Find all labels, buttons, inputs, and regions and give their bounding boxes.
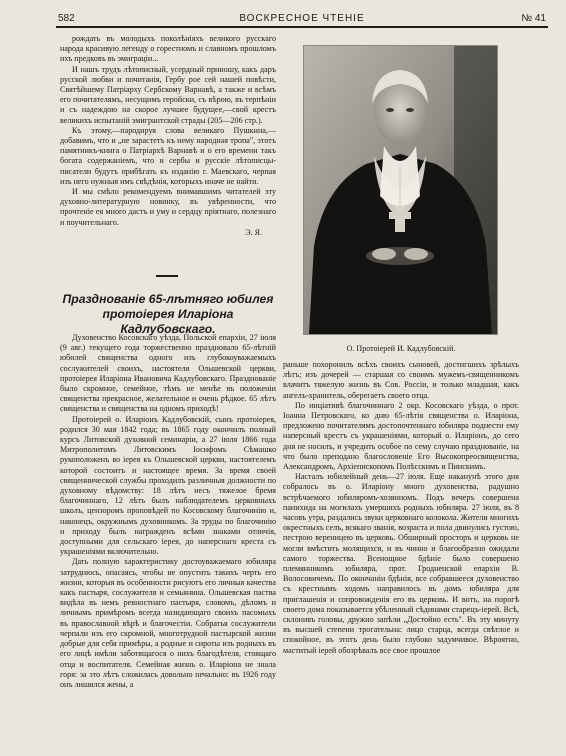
article-left-column	[60, 333, 276, 690]
section-divider	[156, 275, 178, 277]
paragraph: раньше похоронилъ всѣхъ своихъ сыновей, достигшихъ зрѣлыхъ лѣтъ; изъ дочерей — старшая со своимъ мужемъ-священникомъ влачитъ тяжелую жизнь въ Сов. Россіи, и только младшая, какъ ангелъ-хранитель, оберегаетъ своего отца.	[283, 360, 519, 400]
signature: Э. Я.	[245, 227, 262, 237]
page-number: 582	[58, 13, 75, 24]
paragraph: И нашъ трудъ лѣтописный, усердный приношу, какъ даръ русской любви и почитанія, Гербу рое сей нашей повѣсти, Святѣйшему Патріарху Сербскому Варнавѣ, а также и всѣмъ его почитателямъ, несущимъ геройски, съ вѣрою, въ терпѣніи и съ надеждою на скорое лучшее будущее,—свой крестъ великихъ испытаній эмигрантской страды (205—206 стр.).	[60, 64, 276, 125]
journal-title: ВОСКРЕСНОЕ ЧТЕНІЕ	[239, 13, 365, 24]
header-rule	[56, 26, 548, 28]
paragraph: Къ этому,—пародируя слова великаго Пушкина,—добавимъ, что и „не зарастетъ къ нему народная тропа", этотъ памятникъ-книга о Патріархѣ Варнавѣ и о его времени такъ богата содержаніемъ, что и сербы и русскіе лѣтописцы-писатели будутъ прибѣгать къ изданію г. Маевскаго, черпая изъ него нужныя имъ свѣдѣнія, которыхъ иначе не найти.	[60, 125, 276, 186]
paragraph: Духовенство Косовскаго уѣзда, Польской епархіи, 27 іюля (9 авг.) текущего года торжественно праздновало 65-лѣтній юбилей священства одного изъ глубокоуважаемыхъ сослужителей своихъ, настоятеля Ольшевской церкви, протоіерея Иларіона Ивановича Кадлубовскаго. Празднованіе было скромное, семейное, тѣмъ не менѣе въ положеніи священства прекрасное, желательное и очень рѣдкое. 65 лѣтъ священства и священства на одномъ приходѣ!	[60, 333, 276, 414]
paragraph: По инціативѣ благочиннаго 2 окр. Косовскаго уѣзда, о прот. Іоанна Петровскаго, ко дню 65-лѣтія священства о. Иларіона, предложено почитателямъ достопочтеннаго юбиляра поднести ему наперсный крестъ съ украшеніями, который о. Иларіонъ, до сего дня не носилъ, и учредить особое по сему случаю празднованіе, на что было преподано благословеніе Его Высокопреосвященства, Александромъ, Архіепископомъ Полѣсскимъ и Пинскимъ.	[283, 400, 519, 472]
portrait-photo	[303, 45, 498, 335]
portrait-image	[304, 46, 497, 334]
paragraph: И мы смѣло рекомендуемъ внимавшимъ читателей эту духовно-литературную новинку, въ увѣренности, что прочтеніе ея много дастъ и уму и сердцу пріятнаго, полезнаго и поучительнаго.	[60, 187, 276, 227]
paragraph: рождать въ молодыхъ поколѣніяхъ великого русскаго народа красивую легенду о горестномъ и славномъ прошломъ ихъ предковъ въ эмиграціи...	[60, 34, 276, 64]
photo-caption: О. Протоіерей И. Кадлубовскій.	[346, 344, 456, 353]
paragraph: Дать полную характеристику достоуважаемаго юбиляра затруднюсь, опасаясь, чтобы не опустить такихъ черть его жизни, которыя въ особенности рисуютъ его личныя качества какъ пастыря, сослужителя и семьянина. Ольшевская паства видѣла въ немъ ревностнаго пастыря, словомъ, дѣломъ и личнымъ примѣромъ всегда назидающаго своихъ пасомыхъ въ православной вѣрѣ и благочестіи. Собратья сослужители черпали изъ его скромной, многотрудной пастырской жизни добрые для себя примѣры, а родные и сироты изъ родныхъ въ его лицѣ имѣли заботящагося о нихъ благодѣтеля, стоящаго отца и воспитателя. Семейная жизнь о. Иларіона не знала горя: за это лѣтъ сложилась довольно печально: въ 1926 году онъ лишился жены, а	[60, 557, 276, 689]
paragraph: Насталъ юбилейный день—27 іюля. Еще наканунѣ этого дня собралось въ о. Иларіону много духовенства, радушно встрѣчаемого юбиляромъ-хозяиномъ. Подъ вечеръ совершена панихида на могилахъ умершихъ родныхъ юбиляра. 27 іюля, въ 8 часовъ утра, раздались звуки церковнаго колокола. Жители многихъ окрестныхъ селъ, всякаго званія, возраста и пола двинулись густою, пестрою вереницею въ церковь. Обширный просторъ и церковь не могли вмѣстить молящихся, и въ чинно и благообразно ожидали самого торжества. Всенощное бдѣніе было совершено племянникомъ юбиляра, прот. Гродненской епархіи В. Волосовичемъ. По окончаніи бдѣнія, все собравшееся духовенство съ крестнымъ ходомъ направилось въ домъ юбиляра для приглашенія и сопровожденія его въ церковь. И вотъ, на порогѣ своего дома показывается убѣленный сѣдинами старецъ-іерей. Всѣ, склонивъ головы, дружно запѣли „Достойно есть". Въ эту минуту въ высшей степени трогательна: лицо старца, всегда свѣтлое и спокойное, въ этотъ день было глубоко задумчивое. Вѣроятно, маститый іерей обозрѣвалъ все свое прошлое	[283, 472, 519, 655]
heading-line: Празднованіе 65-лѣтняго юбилея	[62, 292, 274, 306]
book-review-text	[60, 34, 276, 238]
article-heading	[60, 292, 276, 337]
article-right-column	[283, 360, 519, 656]
issue-number: № 41	[521, 13, 546, 24]
paragraph: Протоіерей о. Иларіонъ Кадлубовскій, сынъ протоіерея, родился 30 мая 1842 года; въ 1865 году окончилъ полный курсъ Литовской духовной семинаріи, а 27 іюля 1866 года Митрополитомъ Литовскимъ Іосифомъ Сѣмашко рукоположенъ во іерея къ Ольшевской церкви, настоятелемъ которой состоитъ и настоящее время. За время своей священнической службы проходилъ различныя должности по духовному вѣдомству: 18 лѣтъ несъ тяжелое бремя благочиннаго, 12 лѣтъ былъ наблюдателемъ церковныхъ школъ, цензоромъ проповѣдей по Косовскому благочинію и, наконецъ, окружнымъ духовникомъ. За труды по благочинію и приходу былъ награжденъ всѣми знаками отличія, доступными для сельскаго іерея, до наперснаго креста съ украшеніями включительно.	[60, 414, 276, 557]
heading-line: протоіерея Иларіона Кадлубовскаго.	[102, 307, 234, 336]
